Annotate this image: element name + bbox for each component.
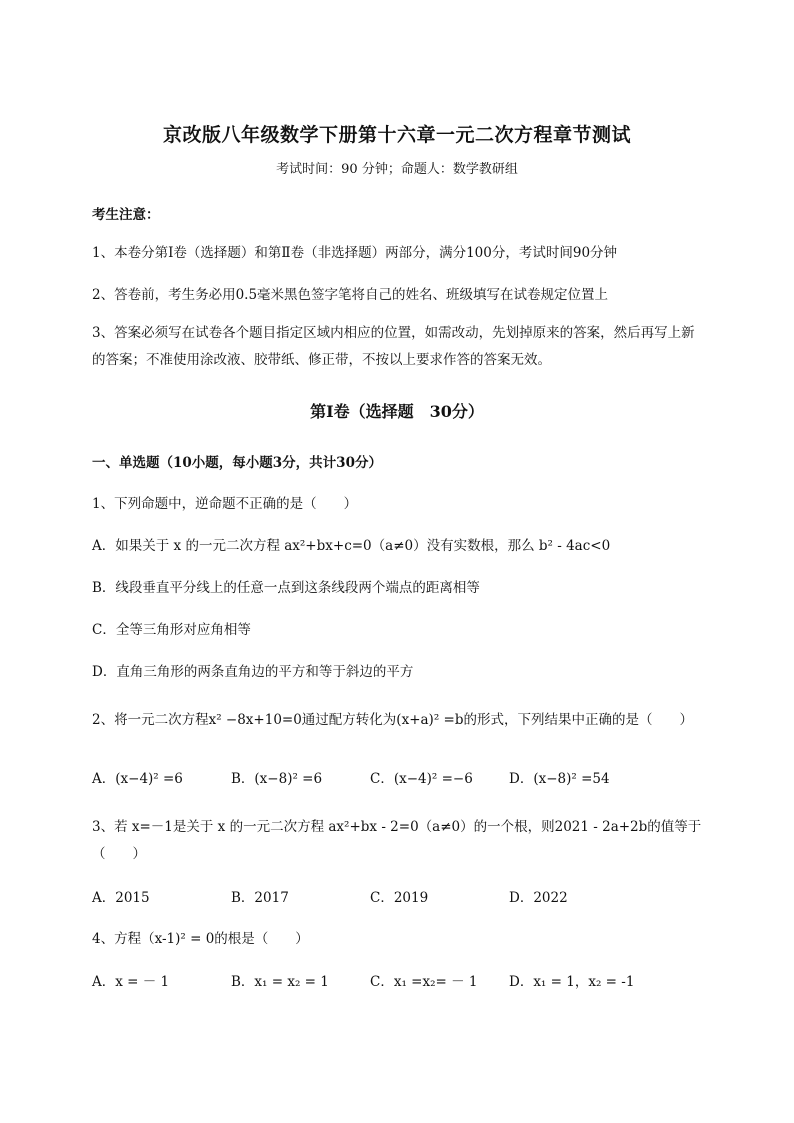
question-1-option-c: C．全等三角形对应角相等: [92, 622, 251, 638]
section-title: 第Ⅰ卷（选择题 30分）: [310, 402, 484, 421]
notice-item-2: 2、答卷前，考生务必用0.5毫米黑色签字笔将自己的姓名、班级填写在试卷规定位置上: [92, 287, 609, 303]
question-3-option-a: A．2015: [92, 890, 150, 906]
question-1-stem: 1、下列命题中，逆命题不正确的是（ ）: [92, 496, 358, 512]
question-2-option-a: A．(x−4)² =6: [92, 771, 183, 787]
question-2-option-c: C．(x−4)² =−6: [370, 771, 473, 787]
notice-heading: 考生注意：: [92, 207, 160, 223]
question-2-stem: 2、将一元二次方程x² −8x+10=0通过配方转化为(x+a)² =b的形式，下列结果中正确的是（ ）: [92, 712, 693, 728]
question-1-option-a: A．如果关于 x 的一元二次方程 ax²+bx+c=0（a≠0）没有实数根，那么 b² - 4ac<0: [92, 538, 611, 554]
question-4-option-a: A．x = － 1: [92, 974, 170, 990]
page-title: 京改版八年级数学下册第十六章一元二次方程章节测试: [162, 124, 631, 146]
question-3-option-b: B．2017: [231, 890, 289, 906]
notice-item-1: 1、本卷分第Ⅰ卷（选择题）和第Ⅱ卷（非选择题）两部分，满分100分，考试时间90分钟: [92, 245, 618, 261]
question-4-option-d: D．x₁ = 1，x₂ = -1: [509, 974, 635, 990]
question-3-stem: 3、若 x=－1是关于 x 的一元二次方程 ax²+bx - 2=0（a≠0）的一个根，则2021 - 2a+2b的值等于（ ）: [92, 819, 702, 862]
question-4-option-c: C．x₁ =x₂= － 1: [370, 974, 478, 990]
question-2-option-b: B．(x−8)² =6: [231, 771, 323, 787]
question-3-option-c: C．2019: [370, 890, 429, 906]
exam-info: 考试时间：90 分钟；命题人：数学教研组: [276, 162, 518, 177]
question-1-option-b: B．线段垂直平分线上的任意一点到这条线段两个端点的距离相等: [92, 580, 480, 596]
question-3-option-d: D．2022: [509, 890, 568, 906]
notice-item-3: 3、答案必须写在试卷各个题目指定区域内相应的位置，如需改动，先划掉原来的答案，然后再写上新的答案；不准使用涂改液、胶带纸、修正带，不按以上要求作答的答案无效。: [92, 325, 695, 368]
question-1-option-d: D．直角三角形的两条直角边的平方和等于斜边的平方: [92, 664, 414, 680]
part-heading: 一、单选题（10小题，每小题3分，共计30分）: [92, 455, 382, 471]
question-4-option-b: B．x₁ = x₂ = 1: [231, 974, 329, 990]
question-2-option-d: D．(x−8)² =54: [509, 771, 610, 787]
question-4-stem: 4、方程（x-1)² = 0的根是（ ）: [92, 931, 309, 947]
